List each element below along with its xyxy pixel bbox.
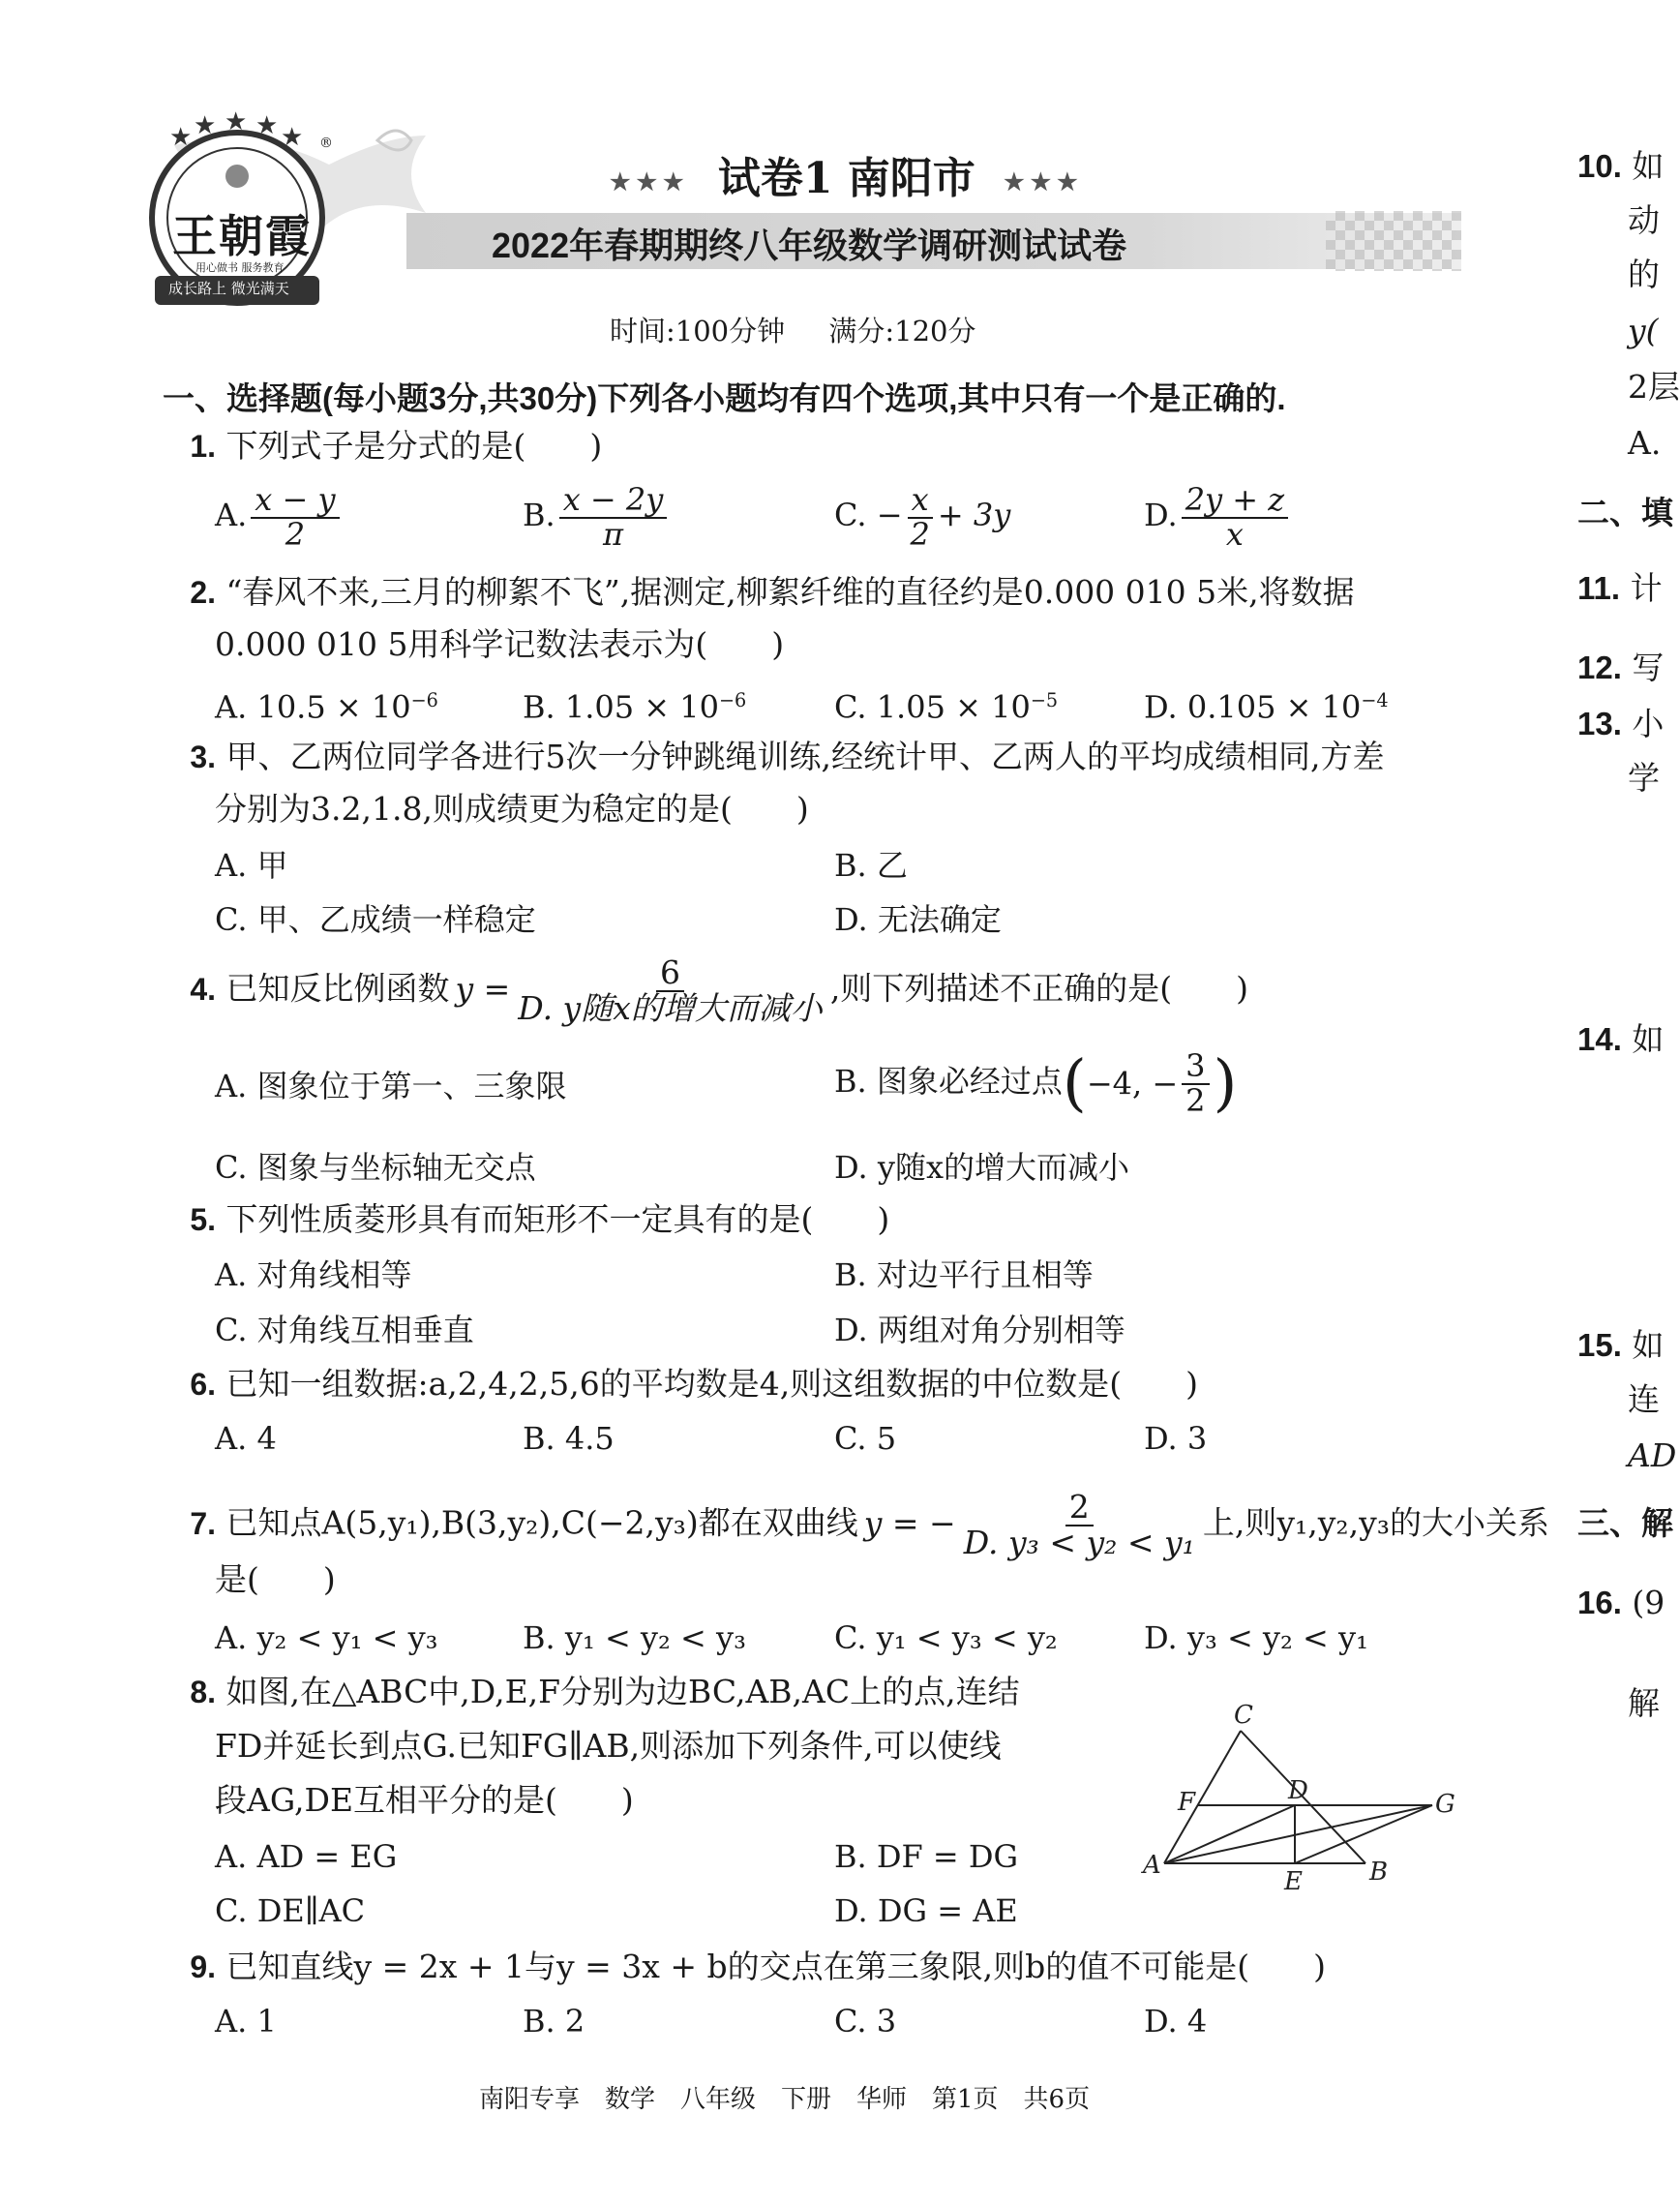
question-stem: 已知一组数据:a,2,4,2,5,6的平均数是4,则这组数据的中位数是( ) [225,1365,1198,1403]
option-b: B. DF = DG [834,1838,1019,1875]
option-b: B. 图象必经过点(−4, − $\frac{3}{2}$ ) [834,1047,1238,1120]
label-a: A [1143,1851,1161,1880]
option-b: B. 2 [523,2003,585,2040]
option-text: C. 1.05 × 10 [834,688,1031,726]
right-q12 [1577,649,1664,687]
option-a: A. 对角线相等 [215,1256,412,1293]
exam-time: 时间:100分钟 [610,315,786,348]
fragment: 小 [1632,705,1665,742]
fragment: 如 [1632,1326,1665,1364]
question-4 [179,953,1249,1027]
numerator: 2y + z [1182,484,1288,519]
denominator: D. y₃ < y₂ < y₁ [963,1523,1195,1561]
question-number: 12. [1577,650,1622,685]
option-c: C. 对角线互相垂直 [215,1312,474,1348]
right-line: 连 [1628,1380,1660,1418]
denominator: 2 [910,515,930,553]
question-number: 3. [190,740,216,774]
option-d: D. 3 [1144,1420,1208,1457]
option-label: B. 图象必经过点 [834,1063,1063,1101]
option-a: A. 图象位于第一、三象限 [215,1068,567,1104]
question-8-line2: FD并延长到点G.已知FG∥AB,则添加下列条件,可以使线 [215,1727,1002,1765]
function-lhs: y = [455,969,511,1008]
option-b: B. 4.5 [523,1420,615,1457]
point-coords: −4, − [1086,1065,1179,1103]
term: + 3y [937,497,1011,534]
numerator: x − y [251,484,339,519]
question-number: 5. [190,1202,216,1237]
option-label: D. [1144,497,1178,534]
option-label: B. [523,497,555,534]
question-3 [179,738,1384,776]
right-line: AD [1628,1436,1677,1474]
option-d [1144,481,1292,553]
question-number: 1. [190,429,216,464]
logo-registered: ® [319,136,333,151]
question-stem: 已知反比例函数 [225,969,450,1008]
right-q16 [1577,1584,1665,1622]
exam-title: 试卷1 南阳市 [717,154,975,203]
question-number: 14. [1577,1021,1622,1057]
svg-text:★: ★ [194,111,217,140]
fragment: 如 [1632,1020,1665,1058]
label-f: F [1178,1788,1196,1817]
right-section-2: 二、填 [1577,495,1673,530]
checker-pattern [1326,211,1461,271]
denominator: x [1225,515,1244,553]
question-number: 15. [1577,1327,1622,1363]
option-a: A. AD = EG [215,1838,398,1875]
question-number: 10. [1577,148,1622,184]
question-7 [179,1488,1549,1561]
label-c: C [1234,1701,1253,1730]
question-2-cont: 0.000 010 5用科学记数法表示为( ) [215,625,785,663]
option-c [834,481,1011,553]
option-c: C. 图象与坐标轴无交点 [215,1149,536,1186]
option-label: C. − [834,497,903,534]
option-d: D. y随x的增大而减小 [834,1149,1129,1186]
option-text: A. 10.5 × 10 [215,688,411,726]
numerator: x − 2y [559,484,668,519]
option-d: D. 4 [1144,2003,1208,2040]
option-c: C. 甲、乙成绩一样稳定 [215,901,536,938]
label-d: D [1288,1776,1308,1805]
right-line: 动 [1628,201,1660,239]
exponent: −4 [1361,689,1389,711]
option-text: B. 1.05 × 10 [523,688,719,726]
question-stem-end: ,则下列描述不正确的是( ) [829,969,1249,1008]
option-b: B. 乙 [834,847,908,884]
right-section-3: 三、解 [1577,1505,1673,1541]
right-line: 学 [1628,759,1660,797]
question-3-cont: 分别为3.2,1.8,则成绩更为稳定的是( ) [215,790,809,828]
question-7-cont: 是( ) [215,1560,336,1598]
right-q10 [1577,147,1664,186]
question-stem: 下列性质菱形具有而矩形不一定具有的是( ) [225,1200,890,1238]
question-5 [179,1200,889,1239]
logo-slogan: 用心做书 服务教育 [195,261,285,274]
option-a: A. 1 [215,2003,277,2040]
option-c [834,681,1058,727]
option-d: D. DG = AE [834,1892,1018,1929]
section-heading: 一、选择题(每小题3分,共30分)下列各小题均有四个选项,其中只有一个是正确的. [163,380,1286,416]
question-number: 8. [190,1675,216,1709]
numerator: 6 [656,956,684,992]
logo-name: 王朝霞 [172,210,312,262]
question-number: 9. [190,1949,216,1984]
option-a [215,481,344,553]
label-g: G [1435,1790,1455,1819]
question-number: 2. [190,575,216,610]
svg-text:★: ★ [169,123,193,152]
question-number: 4. [190,971,216,1007]
question-6 [179,1365,1198,1404]
right-q15 [1577,1326,1664,1365]
right-line: y( [1628,312,1659,349]
option-c: C. DE∥AC [215,1892,366,1929]
fragment: 写 [1632,649,1665,686]
segment-ac [1164,1731,1241,1863]
option-text: D. 0.105 × 10 [1144,688,1362,726]
right-line: A. [1628,424,1662,462]
right-q14 [1577,1020,1664,1059]
function-lhs: y = − [863,1503,956,1542]
segment-eg [1295,1805,1432,1863]
fragment: (9 [1632,1584,1665,1621]
fragment: 计 [1630,569,1663,607]
option-d: D. y₃ < y₂ < y₁ [1144,1619,1368,1656]
question-stem-end: 上,则y₁,y₂,y₃的大小关系 [1202,1503,1549,1542]
option-a: A. y₂ < y₁ < y₃ [215,1619,438,1656]
question-stem: 已知点A(5,y₁),B(3,y₂),C(−2,y₃)都在双曲线 [225,1503,858,1542]
exponent: −5 [1030,689,1059,711]
question-number: 6. [190,1367,216,1402]
question-9 [179,1948,1326,1986]
question-8 [179,1673,1020,1711]
option-c: C. 5 [834,1420,897,1457]
denominator: π [602,515,624,553]
question-number: 11. [1577,570,1621,606]
option-b: B. y₁ < y₂ < y₃ [523,1619,746,1656]
option-c: C. 3 [834,2003,897,2040]
option-b [523,681,746,727]
label-e: E [1284,1867,1303,1896]
label-b: B [1369,1858,1389,1887]
denominator: 2 [1185,1081,1206,1119]
svg-text:★: ★ [255,111,279,140]
numerator: x [908,484,933,519]
denominator: D. y随x的增大而减小 [518,988,823,1027]
exam-score: 满分:120分 [828,315,976,348]
fragment: 如 [1632,147,1665,185]
exponent: −6 [718,689,747,711]
numerator: 2 [1065,1491,1094,1526]
title-line [610,143,1084,205]
right-line: 的 [1628,256,1660,293]
logo-tagline: 成长路上 微光满天 [168,280,289,297]
question-stem: 已知直线y = 2x + 1与y = 3x + b的交点在第三象限,则b的值不可能是( ) [225,1948,1327,1985]
svg-text:★: ★ [281,123,304,152]
option-d: D. 无法确定 [834,901,1002,938]
option-c: C. y₁ < y₃ < y₂ [834,1619,1058,1656]
exam-meta [610,310,975,349]
question-number: 7. [190,1505,216,1541]
option-label: A. [215,497,248,534]
question-1 [179,427,602,466]
option-b [523,481,671,553]
question-stem: 如图,在△ABC中,D,E,F分别为边BC,AB,AC上的点,连结 [225,1673,1020,1710]
right-q11 [1577,569,1663,608]
option-a: A. 甲 [215,847,288,884]
segment-ag [1164,1805,1432,1863]
right-line: 解 [1628,1684,1660,1722]
right-line: 2层 [1628,368,1680,406]
option-d [1144,681,1389,727]
right-q13 [1577,705,1664,743]
question-8-line3: 段AG,DE互相平分的是( ) [215,1781,634,1819]
denominator: 2 [285,515,306,553]
stars-left: ★★★ [610,167,690,196]
exponent: −6 [410,689,438,711]
stars-right: ★★★ [1004,167,1084,196]
question-number: 16. [1577,1585,1622,1620]
question-number: 13. [1577,706,1622,741]
logo [135,107,435,310]
question-stem: 下列式子是分式的是( ) [225,427,603,465]
question-stem: 甲、乙两位同学各进行5次一分钟跳绳训练,经统计甲、乙两人的平均成绩相同,方差 [225,738,1385,775]
svg-text:★: ★ [225,107,248,136]
numerator: 3 [1182,1050,1209,1085]
option-a [215,681,438,727]
geometry-figure [1137,1694,1466,1897]
question-stem: “春风不来,三月的柳絮不飞”,据测定,柳絮纤维的直径约是0.000 010 5米,将数据 [225,573,1355,611]
option-b: B. 对边平行且相等 [834,1256,1094,1293]
page-footer: 南阳专享 数学 八年级 下册 华师 第1页 共6页 [479,2085,1091,2114]
question-2 [179,573,1355,612]
exam-subtitle: 2022年春期期终八年级数学调研测试试卷 [492,226,1127,265]
option-a: A. 4 [215,1420,277,1457]
option-d: D. 两组对角分别相等 [834,1312,1125,1348]
